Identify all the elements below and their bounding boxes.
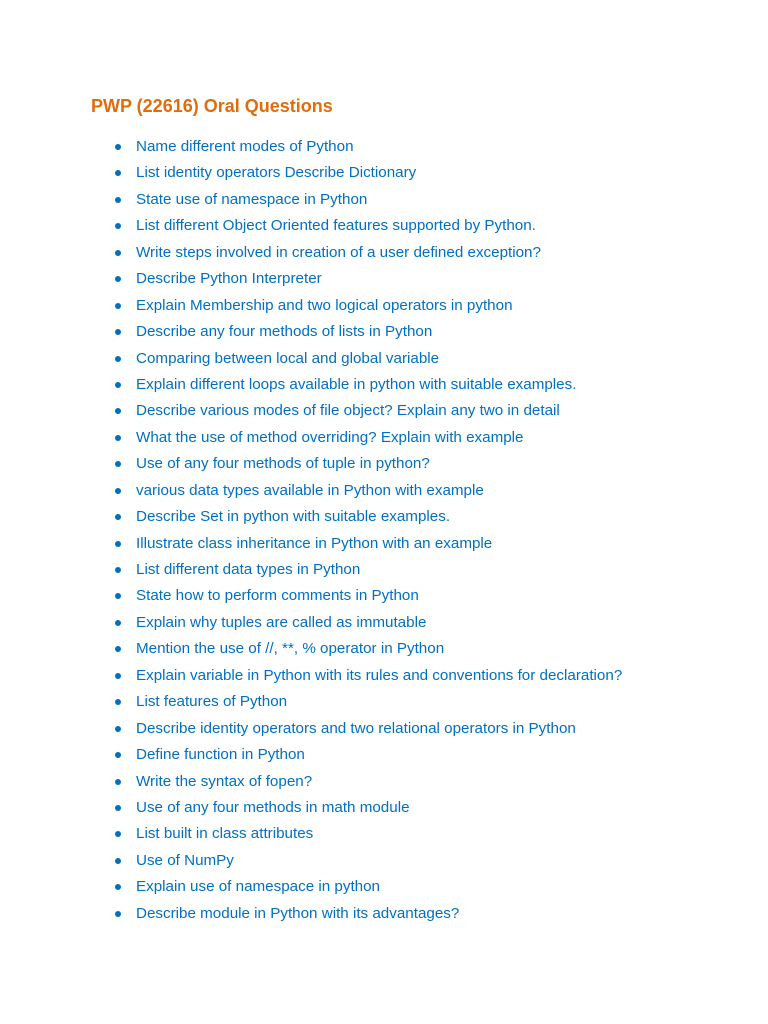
list-item (0, 769, 768, 795)
bullet-icon (115, 293, 125, 319)
bullet-icon (115, 901, 125, 927)
list-item (0, 372, 768, 398)
list-item (0, 504, 768, 530)
bullet-icon (115, 583, 125, 609)
bullet-icon (115, 821, 125, 847)
question-text: Explain variable in Python with its rules and conventions for declaration? (136, 666, 623, 684)
list-item (0, 663, 768, 689)
bullet-icon (115, 689, 125, 715)
bullet-icon (115, 874, 125, 900)
list-item (0, 795, 768, 821)
bullet-icon (115, 716, 125, 742)
question-list (0, 134, 768, 927)
list-item (0, 266, 768, 292)
list-item (0, 901, 768, 927)
list-item (0, 134, 768, 160)
list-item (0, 531, 768, 557)
bullet-icon (115, 610, 125, 636)
list-item (0, 213, 768, 239)
question-text: What the use of method overriding? Explain with example (136, 428, 524, 446)
question-text: List identity operators Describe Dictionary (136, 164, 417, 182)
list-item (0, 160, 768, 186)
question-text: Describe various modes of file object? Explain any two in detail (136, 402, 560, 420)
list-item (0, 346, 768, 372)
bullet-icon (115, 663, 125, 689)
page-title: PWP (22616) Oral Questions (91, 96, 333, 116)
bullet-icon (115, 266, 125, 292)
bullet-icon (115, 769, 125, 795)
list-item (0, 689, 768, 715)
list-item (0, 398, 768, 424)
question-text: Define function in Python (136, 746, 305, 764)
list-item (0, 293, 768, 319)
question-text: Explain use of namespace in python (136, 878, 381, 896)
list-item (0, 187, 768, 213)
bullet-icon (115, 795, 125, 821)
list-item (0, 636, 768, 662)
bullet-icon (115, 531, 125, 557)
bullet-icon (115, 451, 125, 477)
list-item (0, 848, 768, 874)
question-text: List built in class attributes (136, 825, 314, 843)
question-text: Mention the use of //, **, % operator in Python (136, 640, 445, 658)
bullet-icon (115, 848, 125, 874)
question-text: Explain why tuples are called as immutable (136, 613, 427, 631)
bullet-icon (115, 240, 125, 266)
bullet-icon (115, 398, 125, 424)
question-text: various data types available in Python with example (136, 481, 484, 499)
question-text: Describe identity operators and two relational operators in Python (136, 719, 576, 737)
list-item (0, 451, 768, 477)
question-text: Explain different loops available in python with suitable examples. (136, 375, 577, 393)
bullet-icon (115, 213, 125, 239)
list-item (0, 716, 768, 742)
question-text: List features of Python (136, 693, 288, 711)
bullet-icon (115, 557, 125, 583)
list-item (0, 557, 768, 583)
question-text: Write the syntax of fopen? (136, 772, 313, 790)
question-text: Illustrate class inheritance in Python with an example (136, 534, 493, 552)
list-item (0, 821, 768, 847)
question-text: List different data types in Python (136, 561, 361, 578)
question-text: Comparing between local and global variable (136, 349, 440, 367)
question-text: Describe module in Python with its advantages? (136, 904, 460, 922)
question-text: List different Object Oriented features supported by Python. (136, 217, 536, 235)
bullet-icon (115, 346, 125, 372)
bullet-icon (115, 372, 125, 398)
question-text: State use of namespace in Python (136, 190, 368, 208)
bullet-icon (115, 187, 125, 213)
bullet-icon (115, 742, 125, 768)
bullet-icon (115, 504, 125, 530)
list-item (0, 874, 768, 900)
bullet-icon (115, 478, 125, 504)
question-text: Use of any four methods of tuple in python? (136, 455, 430, 473)
question-text: Describe Python Interpreter (136, 270, 322, 288)
question-text: Name different modes of Python (136, 138, 354, 155)
question-text: Use of any four methods in math module (136, 798, 410, 816)
list-item (0, 425, 768, 451)
bullet-icon (115, 636, 125, 662)
bullet-icon (115, 425, 125, 451)
question-text: Describe Set in python with suitable examples. (136, 508, 451, 526)
question-text: Write steps involved in creation of a user defined exception? (136, 243, 541, 261)
bullet-icon (115, 319, 125, 345)
list-item (0, 240, 768, 266)
question-text: Explain Membership and two logical operators in python (136, 296, 513, 314)
list-item (0, 610, 768, 636)
list-item (0, 478, 768, 504)
list-item (0, 319, 768, 345)
question-text: Describe any four methods of lists in Python (136, 323, 433, 341)
list-item (0, 742, 768, 768)
bullet-icon (115, 134, 125, 160)
list-item (0, 583, 768, 609)
bullet-icon (115, 160, 125, 186)
question-text: Use of NumPy (136, 851, 234, 869)
question-text: State how to perform comments in Python (136, 587, 419, 605)
